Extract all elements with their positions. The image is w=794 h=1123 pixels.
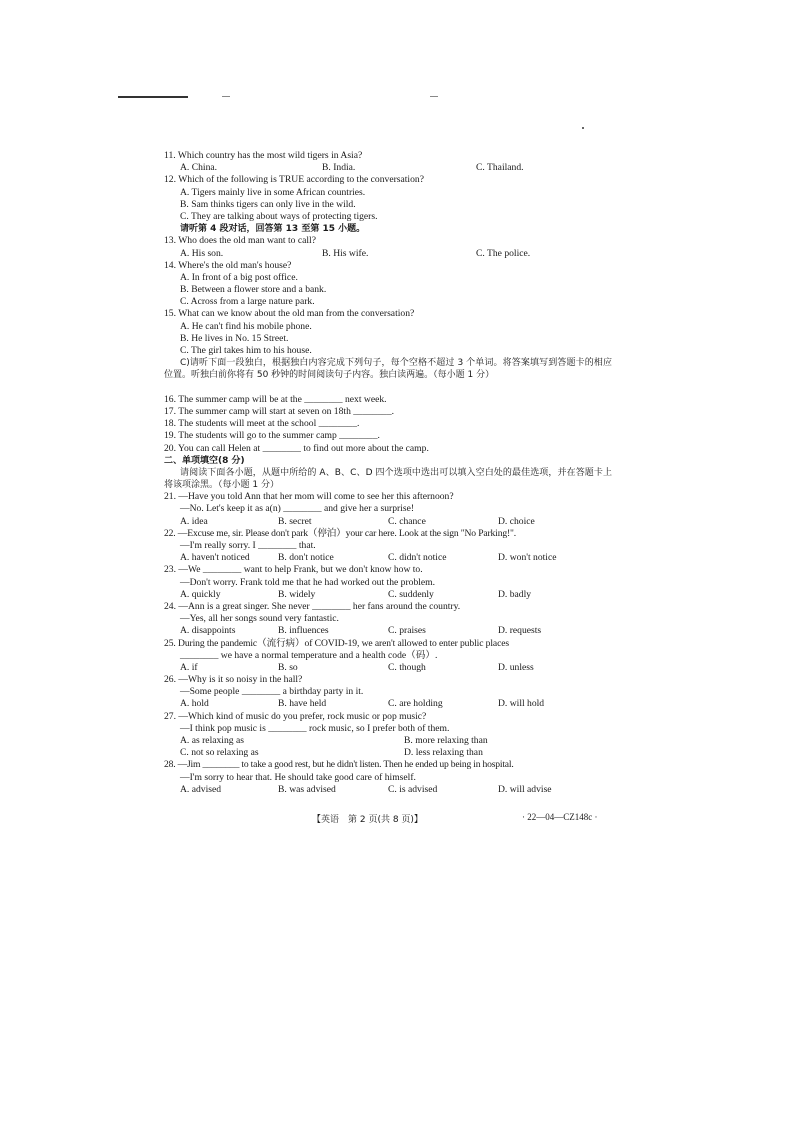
q22-option-a: A. haven't noticed: [180, 552, 250, 564]
fill-19: 19. The students will go to the summer camp ________.: [164, 430, 380, 442]
q13-option-a: A. His son.: [180, 247, 224, 259]
q26-option-b: B. have held: [278, 698, 327, 710]
fill-16: 16. The summer camp will be at the ________ next week.: [164, 393, 387, 405]
q22-option-b: B. don't notice: [278, 552, 334, 564]
q23-option-d: D. badly: [498, 588, 532, 600]
q15-option-b: B. He lives in No. 15 Street.: [180, 332, 289, 344]
q27-option-a: A. as relaxing as: [180, 735, 244, 747]
q24-option-d: D. requests: [498, 625, 542, 637]
q15-option-a: A. He can't find his mobile phone.: [180, 320, 312, 332]
q21-option-c: C. chance: [388, 515, 426, 527]
exam-page: [164, 150, 612, 796]
q23-options: [164, 589, 612, 601]
fill-17: 17. The summer camp will start at seven on 18th ________.: [164, 405, 395, 417]
q27-line-2: —I think pop music is ________ rock music, so I prefer both of them.: [180, 722, 450, 734]
q24-option-b: B. influences: [278, 625, 329, 637]
q12-option-c: C. They are talking about ways of protecting tigers.: [180, 210, 378, 222]
q23-option-b: B. widely: [278, 588, 316, 600]
q14-option-b: B. Between a flower store and a bank.: [180, 284, 327, 296]
q23-option-c: C. suddenly: [388, 588, 434, 600]
fill-20: 20. You can call Helen at ________ to find out more about the camp.: [164, 442, 429, 454]
q24-options: [164, 625, 612, 637]
q11-option-b: B. India.: [322, 162, 356, 174]
q14-option-c: C. Across from a large nature park.: [180, 296, 315, 308]
q13-stem: 13. Who does the old man want to call?: [164, 235, 316, 247]
q25-option-a: A. if: [180, 661, 198, 673]
q28-option-c: C. is advised: [388, 783, 438, 795]
q27-line-1: 27. —Which kind of music do you prefer, rock music or pop music?: [164, 710, 427, 722]
q25-option-b: B. so: [278, 661, 298, 673]
q21-option-a: A. idea: [180, 515, 208, 527]
q21-option-b: B. secret: [278, 515, 312, 527]
q23-line-1: 23. —We ________ want to help Frank, but we don't know how to.: [164, 564, 423, 576]
section-c-instruction: C)请听下面一段独白，根据独白内容完成下列句子，每个空格不超过 3 个单词。将答案填写到答题卡的相应位置。听独白前你将有 50 秒钟的时间阅读句子内容。独白读两遍。（每小题 1 分）: [164, 358, 612, 381]
q28-option-d: D. will advise: [498, 783, 552, 795]
q24-line-2: —Yes, all her songs sound very fantastic.: [180, 613, 339, 625]
q12-option-b: B. Sam thinks tigers can only live in the wild.: [180, 198, 356, 210]
q27-options-row-2: [164, 747, 612, 759]
q25-line-1: 25. During the pandemic（流行病）of COVID-19, we aren't allowed to enter public places: [164, 637, 510, 649]
q22-line-1: 22. —Excuse me, sir. Please don't park（停泊）your car here. Look at the sign "No Parking!".: [164, 527, 517, 539]
header-mark-1: [222, 96, 230, 97]
q15-option-c: C. The girl takes him to his house.: [180, 345, 312, 356]
q26-options: [164, 698, 612, 710]
dialogue4-instruction: 请听第 4 段对话，回答第 13 至第 15 小题。: [180, 224, 366, 235]
q25-line-2: ________ we have a normal temperature and a health code（码）.: [180, 649, 438, 661]
q26-line-2: —Some people ________ a birthday party in it.: [180, 686, 364, 698]
q26-option-c: C. are holding: [388, 698, 443, 710]
q27-option-c: C. not so relaxing as: [180, 747, 259, 759]
q25-option-c: C. though: [388, 661, 426, 673]
part2-heading: 二、单项填空(8 分): [164, 455, 245, 466]
q24-option-c: C. praises: [388, 625, 426, 637]
q28-option-a: A. advised: [180, 783, 222, 795]
q13-option-c: C. The police.: [476, 247, 531, 259]
q13-option-b: B. His wife.: [322, 247, 369, 259]
q11-options: [164, 162, 612, 174]
q11-stem: 11. Which country has the most wild tigers in Asia?: [164, 150, 363, 161]
q27-option-d: D. less relaxing than: [404, 747, 483, 759]
q24-line-1: 24. —Ann is a great singer. She never ________ her fans around the country.: [164, 600, 461, 612]
q21-line-2: —No. Let's keep it as a(n) ________ and give her a surprise!: [180, 503, 415, 515]
footer-code: · 22—04—CZ148c ·: [522, 812, 598, 822]
q28-options: [164, 784, 612, 796]
q24-option-a: A. disappoints: [180, 625, 236, 637]
q14-option-a: A. In front of a big post office.: [180, 271, 298, 283]
q27-option-b: B. more relaxing than: [404, 735, 488, 747]
q22-option-c: C. didn't notice: [388, 552, 447, 564]
header-mark-2: [430, 96, 438, 97]
q14-stem: 14. Where's the old man's house?: [164, 259, 292, 271]
q28-line-2: —I'm sorry to hear that. He should take good care of himself.: [180, 771, 416, 783]
q12-option-a: A. Tigers mainly live in some African countries.: [180, 186, 366, 198]
q22-line-2: —I'm really sorry. I ________ that.: [180, 540, 316, 552]
q26-option-a: A. hold: [180, 698, 209, 710]
header-rule: [118, 96, 188, 98]
scan-dot: [582, 127, 584, 129]
q13-options: [164, 248, 612, 260]
q21-options: [164, 516, 612, 528]
fill-18: 18. The students will meet at the school ________.: [164, 418, 360, 430]
footer-page-number: 【英语 第 2 页(共 8 页)】: [312, 815, 423, 825]
q22-options: [164, 552, 612, 564]
q28-option-b: B. was advised: [278, 783, 336, 795]
q12-stem: 12. Which of the following is TRUE according to the conversation?: [164, 174, 424, 186]
q23-option-a: A. quickly: [180, 588, 221, 600]
q11-option-c: C. Thailand.: [476, 162, 524, 174]
q25-options: [164, 662, 612, 674]
q23-line-2: —Don't worry. Frank told me that he had worked out the problem.: [180, 576, 436, 588]
q25-option-d: D. unless: [498, 661, 534, 673]
q22-option-d: D. won't notice: [498, 552, 557, 564]
q27-options-row-1: [164, 735, 612, 747]
q26-option-d: D. will hold: [498, 698, 545, 710]
q21-line-1: 21. —Have you told Ann that her mom will come to see her this afternoon?: [164, 491, 454, 503]
q26-line-1: 26. —Why is it so noisy in the hall?: [164, 674, 303, 686]
part2-instruction: 请阅读下面各小题，从题中所给的 A、B、C、D 四个选项中选出可以填入空白处的最佳选项，并在答题卡上将该项涂黑。（每小题 1 分）: [164, 467, 612, 491]
q28-line-1: 28. —Jim ________ to take a good rest, but he didn't listen. Then he ended up being in hospital.: [164, 759, 514, 771]
q15-stem: 15. What can we know about the old man from the conversation?: [164, 308, 415, 320]
q21-option-d: D. choice: [498, 515, 535, 527]
q11-option-a: A. China.: [180, 162, 218, 174]
